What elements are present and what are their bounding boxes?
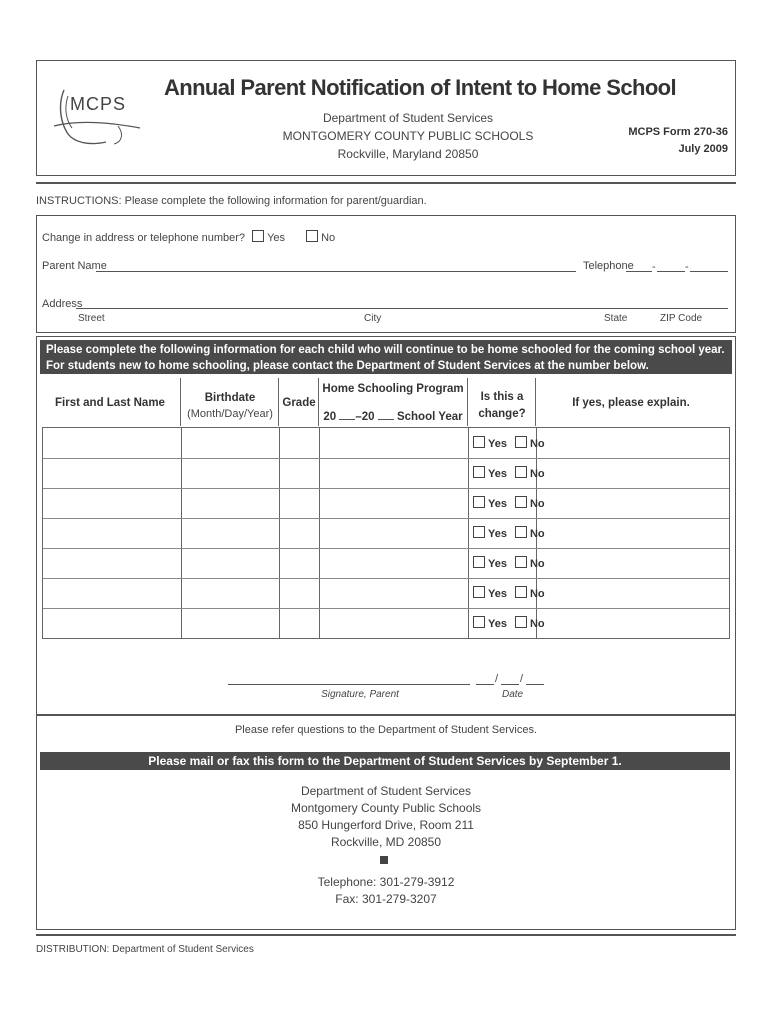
distribution-note: DISTRIBUTION: Department of Student Services [36,944,254,955]
col-divider [319,428,320,638]
header-divider [278,378,279,426]
telephone-field-line[interactable] [690,271,728,272]
table-row [473,586,545,600]
date-slash-2: / [520,673,524,685]
row-7-yes-label: Yes [488,618,507,630]
telephone-number: Telephone: 301-279-3912 [317,875,455,889]
telephone-field-area[interactable] [626,271,652,272]
children-table [42,427,730,639]
table-row [473,616,545,630]
header-district: MONTGOMERY COUNTY PUBLIC SCHOOLS [282,129,534,143]
table-row [473,556,545,570]
fax-number: Fax: 301-279-3207 [335,892,437,906]
col-grade-header: Grade [282,397,316,409]
row-7-no-checkbox[interactable] [515,616,527,628]
change-question-row [42,230,335,244]
children-banner: Please complete the following information for each child who will continue to be home schooled for the coming school year. For students new to home schooling, please contact the Department of Student Services at the number below. [40,340,732,374]
row-2-no-label: No [529,468,545,480]
address-line-4: Rockville, MD 20850 [330,835,442,849]
date-slash-1: / [495,673,499,685]
row-divider [43,458,729,459]
col-program-year2-field[interactable] [378,409,394,420]
col-birthdate-sub: (Month/Day/Year) [187,408,273,420]
col-divider [181,428,182,638]
row-6-no-label: No [529,588,545,600]
col-explain-header: If yes, please explain. [572,397,690,409]
date-field-year[interactable] [526,684,544,685]
header-city: Rockville, Maryland 20850 [337,147,479,161]
change-no-checkbox[interactable] [306,230,318,242]
col-change-header: Is this a [480,391,524,403]
col-program-20b: –20 [355,411,375,423]
row-1-yes-label: Yes [488,438,507,450]
row-divider [43,578,729,579]
address-line-1: Department of Student Services [300,784,472,798]
street-caption: Street [78,313,105,324]
bottom-rule [36,934,736,936]
row-6-yes-label: Yes [488,588,507,600]
address-field[interactable] [76,308,728,309]
row-5-no-label: No [529,558,545,570]
header-divider [318,378,319,426]
header-divider [535,378,536,426]
table-row [473,496,545,510]
date-label: Date [502,689,524,700]
col-program-header: Home Schooling Program [322,383,464,395]
address-line-2: Montgomery County Public Schools [290,801,482,815]
row-3-yes-checkbox[interactable] [473,496,485,508]
form-date: July 2009 [678,143,728,155]
city-caption: City [364,313,382,324]
row-6-no-checkbox[interactable] [515,586,527,598]
row-1-yes-checkbox[interactable] [473,436,485,448]
form-title: Annual Parent Notification of Intent to Home School [163,75,677,100]
col-program-year1-field[interactable] [339,409,355,420]
table-row [473,466,545,480]
row-1-no-label: No [529,438,545,450]
row-3-yes-label: Yes [488,498,507,510]
row-3-no-checkbox[interactable] [515,496,527,508]
change-no-label: No [321,232,336,244]
header-divider [467,378,468,426]
zip-caption: ZIP Code [660,313,703,324]
row-5-yes-label: Yes [488,558,507,570]
change-yes-label: Yes [267,232,286,244]
table-row [473,436,545,450]
col-divider [279,428,280,638]
header-dept: Department of Student Services [322,111,494,125]
row-divider [43,488,729,489]
col-program-years [318,409,468,423]
parent-name-label: Parent Name [42,260,107,272]
change-question: Change in address or telephone number? [42,232,246,244]
signature-field[interactable] [228,684,470,685]
mail-banner: Please mail or fax this form to the Department of Student Services by September 1. [40,752,730,770]
address-line-3: 850 Hungerford Drive, Room 211 [298,818,474,832]
row-4-no-checkbox[interactable] [515,526,527,538]
row-3-no-label: No [529,498,545,510]
col-divider [468,428,469,638]
row-4-no-label: No [529,528,545,540]
row-divider [43,518,729,519]
row-2-yes-checkbox[interactable] [473,466,485,478]
separator [36,182,736,184]
square-bullet-icon [380,856,388,864]
questions-note: Please refer questions to the Department of Student Services. [234,724,538,736]
col-name-header: First and Last Name [55,397,165,409]
row-4-yes-label: Yes [488,528,507,540]
signature-label: Signature, Parent [321,689,399,700]
telephone-dash-2: - [685,261,689,273]
table-row [473,526,545,540]
date-field-month[interactable] [476,684,494,685]
address-label: Address [42,298,83,310]
parent-name-field[interactable] [96,271,576,272]
row-4-yes-checkbox[interactable] [473,526,485,538]
telephone-dash-1: - [652,261,656,273]
state-caption: State [604,313,628,324]
instructions: INSTRUCTIONS: Please complete the following information for parent/guardian. [36,195,427,207]
row-5-no-checkbox[interactable] [515,556,527,568]
row-1-no-checkbox[interactable] [515,436,527,448]
row-6-yes-checkbox[interactable] [473,586,485,598]
form-number: MCPS Form 270-36 [628,126,728,138]
row-divider [43,608,729,609]
row-5-yes-checkbox[interactable] [473,556,485,568]
telephone-field-prefix[interactable] [657,271,685,272]
col-program-20a: 20 [323,411,337,423]
col-program-sy: School Year [396,411,463,423]
row-2-no-checkbox[interactable] [515,466,527,478]
row-7-no-label: No [529,618,545,630]
col-change-header-2: change? [478,408,526,420]
telephone-label: Telephone [583,260,634,272]
col-birthdate-header: Birthdate [204,392,256,404]
change-yes-checkbox[interactable] [252,230,264,242]
header-divider [180,378,181,426]
logo-text: MCPS [70,94,127,114]
row-2-yes-label: Yes [488,468,507,480]
date-field-day[interactable] [501,684,519,685]
row-7-yes-checkbox[interactable] [473,616,485,628]
row-divider [43,548,729,549]
